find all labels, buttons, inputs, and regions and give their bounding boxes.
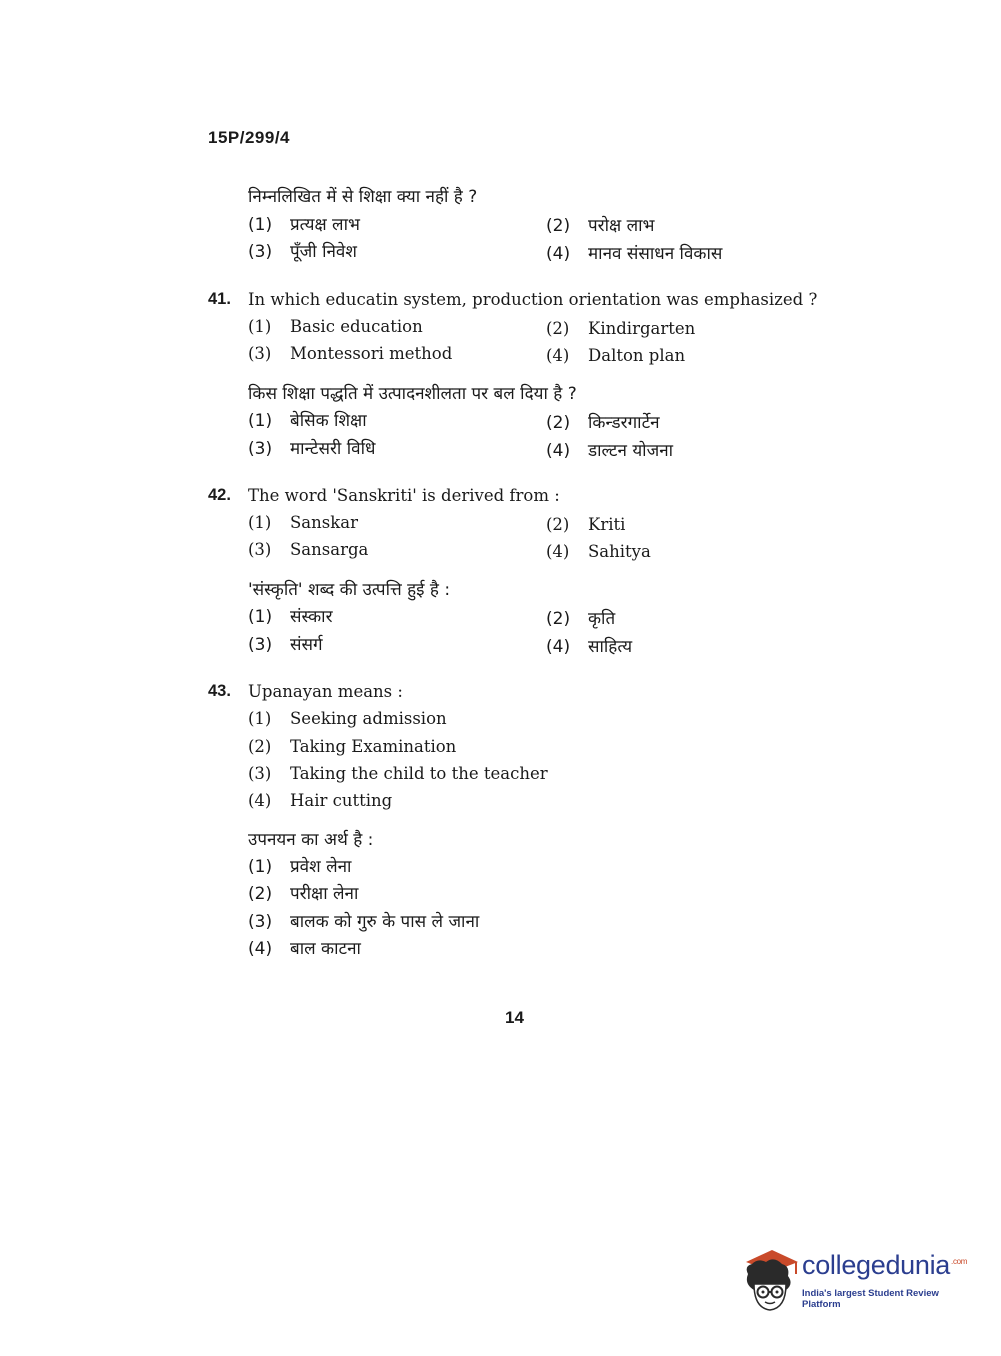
q43-hindi-option-3: (3) बालक को गुरु के पास ले जाना	[248, 912, 480, 932]
q41-hindi-question: किस शिक्षा पद्धति में उत्पादनशीलता पर बल दिया है ?	[248, 384, 577, 404]
q43-hindi-option-2: (2) परीक्षा लेना	[248, 884, 359, 904]
q42-number: 42.	[208, 486, 231, 504]
page-number: 14	[505, 1008, 524, 1027]
q42-hindi-question: 'संस्कृति' शब्द की उत्पत्ति हुई है :	[248, 580, 451, 600]
q43-hindi-question: उपनयन का अर्थ है :	[248, 830, 374, 850]
q41-option-1: (1) Basic education	[248, 317, 423, 336]
q42-hindi-option-1: (1) संस्कार	[248, 607, 333, 627]
q43-number: 43.	[208, 682, 231, 700]
q40-hindi-question: निम्नलिखित में से शिक्षा क्या नहीं है ?	[248, 187, 478, 207]
mascot-icon	[740, 1244, 802, 1316]
q42-question: The word 'Sanskriti' is derived from :	[248, 486, 560, 505]
q43-hindi-option-4: (4) बाल काटना	[248, 939, 361, 959]
q40-hindi-option-4: (4) मानव संसाधन विकास	[546, 244, 723, 264]
q41-option-2: (2) Kindirgarten	[546, 319, 696, 338]
q40-hindi-option-3: (3) पूँजी निवेश	[248, 242, 357, 262]
q43-option-2: (2) Taking Examination	[248, 737, 457, 756]
q42-option-2: (2) Kriti	[546, 515, 626, 534]
q41-option-3: (3) Montessori method	[248, 344, 453, 363]
q41-hindi-option-4: (4) डाल्टन योजना	[546, 441, 674, 461]
q42-hindi-option-4: (4) साहित्य	[546, 637, 633, 657]
q42-option-4: (4) Sahitya	[546, 542, 651, 561]
q43-option-3: (3) Taking the child to the teacher	[248, 764, 548, 783]
q41-question: In which educatin system, production orientation was emphasized ?	[248, 290, 818, 309]
q43-option-4: (4) Hair cutting	[248, 791, 393, 810]
q41-number: 41.	[208, 290, 231, 308]
q41-hindi-option-3: (3) मान्टेसरी विधि	[248, 439, 376, 459]
q42-option-1: (1) Sanskar	[248, 513, 358, 532]
q43-hindi-option-1: (1) प्रवेश लेना	[248, 857, 352, 877]
q43-option-1: (1) Seeking admission	[248, 709, 447, 728]
collegedunia-logo	[740, 1244, 980, 1316]
q41-option-4: (4) Dalton plan	[546, 346, 686, 365]
logo-wordmark: collegedunia$^{.com}$	[802, 1250, 968, 1280]
q43-question: Upanayan means :	[248, 682, 403, 701]
q41-hindi-option-1: (1) बेसिक शिक्षा	[248, 411, 367, 431]
q40-hindi-option-1: (1) प्रत्यक्ष लाभ	[248, 215, 360, 235]
q42-hindi-option-3: (3) संसर्ग	[248, 635, 323, 655]
logo-tagline: India's largest Student Review Platform	[802, 1288, 939, 1310]
paper-code: 15P/299/4	[208, 128, 291, 147]
q42-hindi-option-2: (2) कृति	[546, 609, 616, 629]
q42-option-3: (3) Sansarga	[248, 540, 369, 559]
q40-hindi-option-2: (2) परोक्ष लाभ	[546, 216, 655, 236]
logo-suffix: .com	[951, 1257, 968, 1266]
q41-hindi-option-2: (2) किन्डरगार्टेन	[546, 413, 660, 433]
